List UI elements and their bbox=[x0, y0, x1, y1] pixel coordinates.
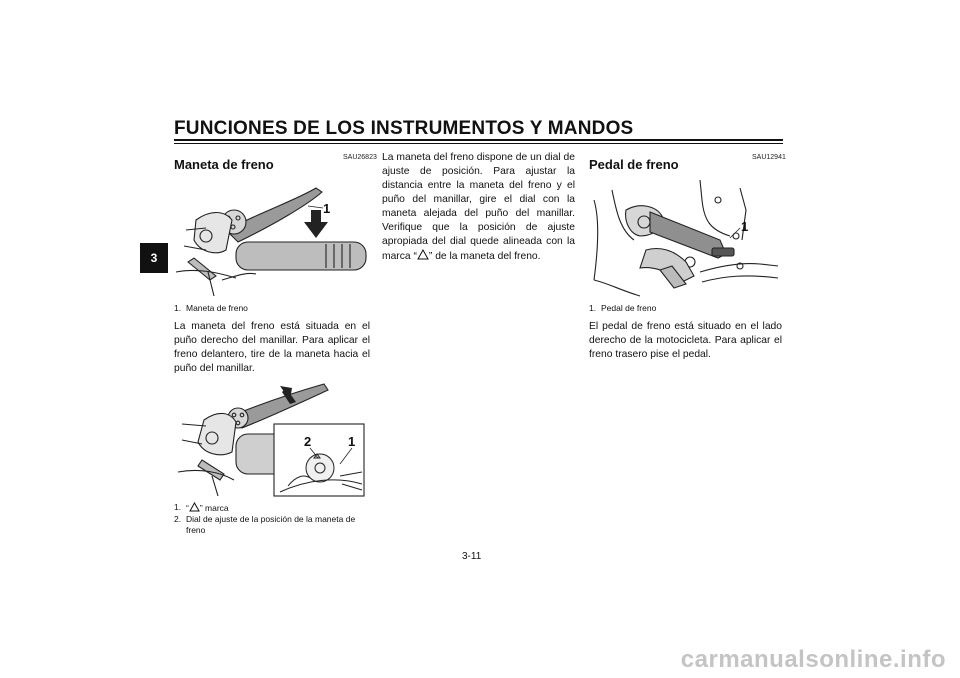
brake-pedal-paragraph: El pedal de freno está situado en el lado derecho de la motocicleta. Para aplicar el freno trasero pise el pedal. bbox=[589, 321, 782, 360]
section-code: SAU12941 bbox=[752, 154, 786, 161]
fig2-caption-item-2: 2. Dial de ajuste de la posición de la maneta de freno bbox=[174, 514, 356, 535]
header-rule bbox=[174, 139, 783, 141]
adjust-dial-paragraph: La maneta del freno dispone de un dial de ajuste de posición. Para ajustar la distancia entre la maneta del freno y el puño del manillar, gire el dial con la maneta alejada del puño del manillar. Verifique que la posición de ajuste apropiada del dial quede alineada con la marca “ ” de la maneta del freno. bbox=[382, 152, 575, 262]
fig3-caption bbox=[589, 303, 656, 314]
fig2-callout-1: 1 bbox=[348, 434, 356, 449]
brake-lever-adjust-illustration bbox=[176, 380, 366, 498]
figure-brake-lever-adjust bbox=[176, 380, 366, 498]
chapter-tab: 3 bbox=[140, 243, 168, 273]
page-title: FUNCIONES DE LOS INSTRUMENTOS Y MANDOS bbox=[174, 118, 634, 139]
brake-lever-paragraph: La maneta del freno está situada en el puño derecho del manillar. Para aplicar el freno delantero, tire de la maneta hacia el puño del manillar. bbox=[174, 321, 370, 374]
brake-pedal-illustration bbox=[590, 180, 782, 298]
section-title-brake-lever: Maneta de freno bbox=[174, 157, 274, 172]
fig1-callout-1: 1 bbox=[323, 201, 331, 216]
triangle-mark-icon bbox=[189, 502, 200, 512]
figure-brake-lever bbox=[176, 180, 372, 298]
fig3-callout-1: 1 bbox=[741, 219, 749, 234]
triangle-mark-icon bbox=[417, 249, 429, 260]
fig1-caption-item: 1. Maneta de freno bbox=[174, 303, 248, 313]
figure-brake-pedal bbox=[590, 180, 782, 298]
fig2-callout-2: 2 bbox=[304, 434, 312, 449]
page-number: 3-11 bbox=[462, 551, 482, 562]
site-watermark: carmanualsonline.info bbox=[680, 646, 946, 673]
section-code: SAU26823 bbox=[343, 154, 377, 161]
fig3-caption-item: 1. Pedal de freno bbox=[589, 303, 657, 313]
section-title-brake-pedal: Pedal de freno bbox=[589, 157, 679, 172]
fig2-caption bbox=[174, 502, 370, 536]
brake-lever-illustration bbox=[176, 180, 372, 298]
fig1-caption bbox=[174, 303, 248, 314]
fig2-caption-item-1: 1. “ ” marca bbox=[174, 502, 229, 513]
header-rule-thin bbox=[174, 143, 783, 144]
